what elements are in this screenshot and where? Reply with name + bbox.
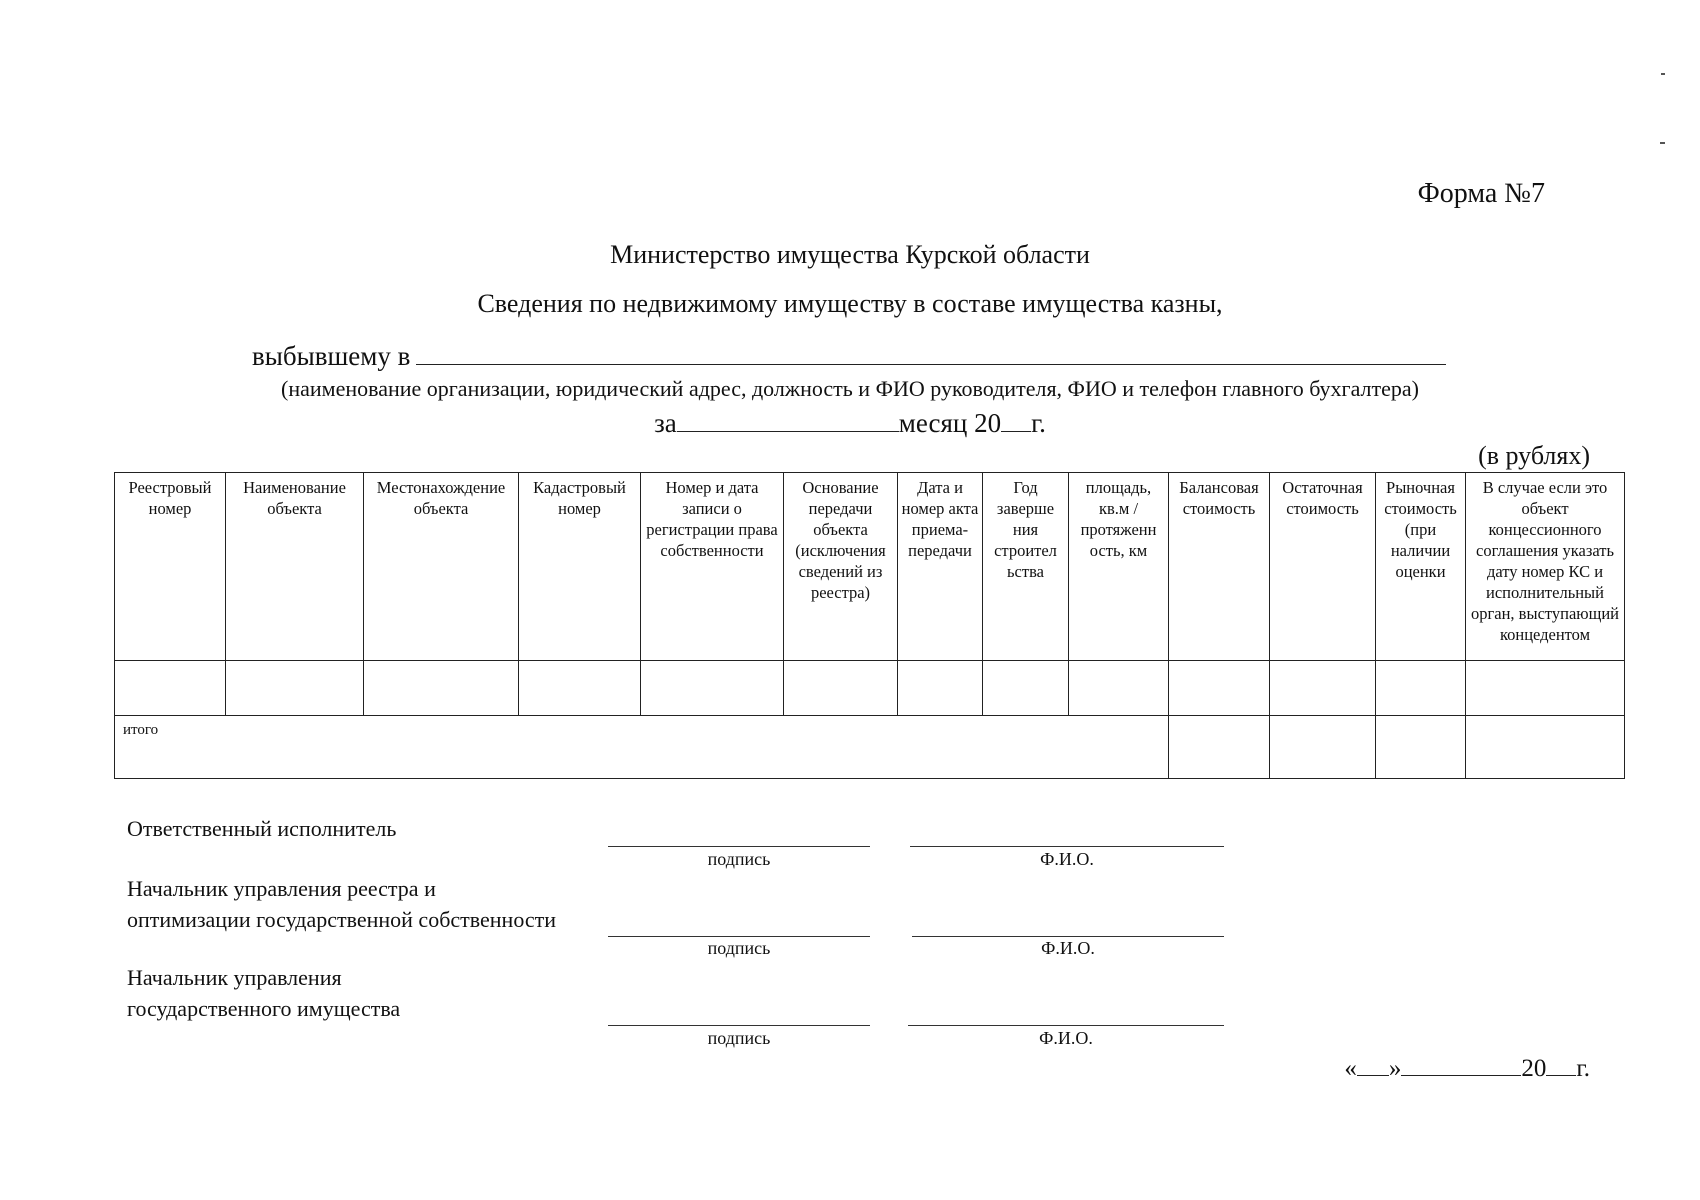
signature-caption: подпись — [707, 849, 771, 869]
table-cell[interactable] — [364, 661, 519, 716]
currency-note: (в рублях) — [1478, 441, 1590, 470]
day-blank[interactable] — [1357, 1053, 1389, 1076]
table-cell[interactable] — [1376, 661, 1466, 716]
form-number: Форма №7 — [1417, 178, 1545, 209]
property-head-label-line2: государственного имущества — [127, 996, 401, 1021]
total-residual-value-cell[interactable] — [1270, 716, 1376, 779]
organization-blank[interactable] — [416, 340, 1446, 365]
table-cell[interactable] — [641, 661, 784, 716]
col-object-location: Местонахождение объекта — [364, 473, 519, 661]
name-caption: Ф.И.О. — [1041, 938, 1095, 958]
executor-name-line[interactable] — [910, 846, 1224, 847]
registry-head-label-line1: Начальник управления реестра и — [127, 876, 436, 901]
retired-prefix: выбывшему в — [252, 341, 411, 371]
name-caption: Ф.И.О. — [1040, 849, 1094, 869]
total-row — [115, 716, 1625, 779]
col-cadastral-number: Кадастровый номер — [519, 473, 641, 661]
col-area-length: площадь, кв.м / протяженн ость, км — [1069, 473, 1169, 661]
table-cell[interactable] — [226, 661, 364, 716]
registry-head-signature-line[interactable] — [608, 936, 870, 937]
property-head-label-line1: Начальник управления — [127, 965, 342, 990]
table-cell[interactable] — [898, 661, 983, 716]
col-book-value: Балансовая стоимость — [1169, 473, 1270, 661]
name-caption: Ф.И.О. — [1039, 1028, 1093, 1048]
table-cell[interactable] — [983, 661, 1069, 716]
scan-speck — [1660, 142, 1665, 144]
property-head-signature-line[interactable] — [608, 1025, 870, 1026]
signature-caption: подпись — [707, 938, 771, 958]
table-row — [115, 661, 1625, 716]
year-blank[interactable] — [1001, 409, 1031, 432]
table-cell[interactable] — [115, 661, 226, 716]
col-market-value: Рыночная стоимость (при наличии оценки — [1376, 473, 1466, 661]
period-month: месяц 20 — [898, 408, 1002, 438]
registry-head-name-line[interactable] — [912, 936, 1224, 937]
property-head-name-line[interactable] — [908, 1025, 1224, 1026]
total-book-value-cell[interactable] — [1169, 716, 1270, 779]
period-suffix: г. — [1031, 408, 1046, 438]
period-prefix: за — [654, 408, 677, 438]
table-cell[interactable] — [784, 661, 898, 716]
organization-caption: (наименование организации, юридический адрес, должность и ФИО руководителя, ФИО и телефон главного бухгалтера) — [281, 376, 1419, 401]
property-table — [114, 472, 1625, 779]
period-line — [0, 408, 1700, 439]
document-title: Сведения по недвижимому имуществу в составе имущества казны, — [477, 289, 1223, 318]
month-blank[interactable] — [677, 409, 899, 432]
table-header-row — [115, 473, 1625, 661]
col-concession-info: В случае если это объект концессионного соглашения указать дату номер КС и исполнительный орган, выступающий концедентом — [1466, 473, 1625, 661]
year-suffix: г. — [1576, 1055, 1590, 1082]
col-registry-number: Реестровый номер — [115, 473, 226, 661]
table-cell[interactable] — [1169, 661, 1270, 716]
col-transfer-basis: Основание передачи объекта (исключения сведений из реестра) — [784, 473, 898, 661]
col-object-name: Наименование объекта — [226, 473, 364, 661]
responsible-executor-label: Ответственный исполнитель — [127, 816, 397, 841]
table-cell[interactable] — [1069, 661, 1169, 716]
ministry-name: Министерство имущества Курской области — [610, 240, 1090, 269]
col-transfer-act: Дата и номер акта приема-передачи — [898, 473, 983, 661]
signature-caption: подпись — [707, 1028, 771, 1048]
date-year-blank[interactable] — [1546, 1053, 1576, 1076]
col-residual-value: Остаточная стоимость — [1270, 473, 1376, 661]
scan-speck — [1661, 73, 1665, 75]
year-prefix: 20 — [1521, 1055, 1547, 1082]
col-construction-year: Год заверше ния строител ьства — [983, 473, 1069, 661]
close-quote: » — [1388, 1055, 1402, 1082]
table-cell[interactable] — [519, 661, 641, 716]
total-market-value-cell[interactable] — [1376, 716, 1466, 779]
table-cell[interactable] — [1466, 661, 1625, 716]
total-label: итого — [115, 716, 1169, 779]
retired-to-line — [252, 340, 1446, 372]
registry-head-label-line2: оптимизации государственной собственности — [127, 907, 557, 932]
table-cell[interactable] — [1270, 661, 1376, 716]
open-quote: « — [1344, 1055, 1357, 1082]
col-registration-record: Номер и дата записи о регистрации права собственности — [641, 473, 784, 661]
date-line — [1344, 1053, 1590, 1083]
executor-signature-line[interactable] — [608, 846, 870, 847]
month-name-blank[interactable] — [1401, 1053, 1521, 1076]
total-concession-cell[interactable] — [1466, 716, 1625, 779]
